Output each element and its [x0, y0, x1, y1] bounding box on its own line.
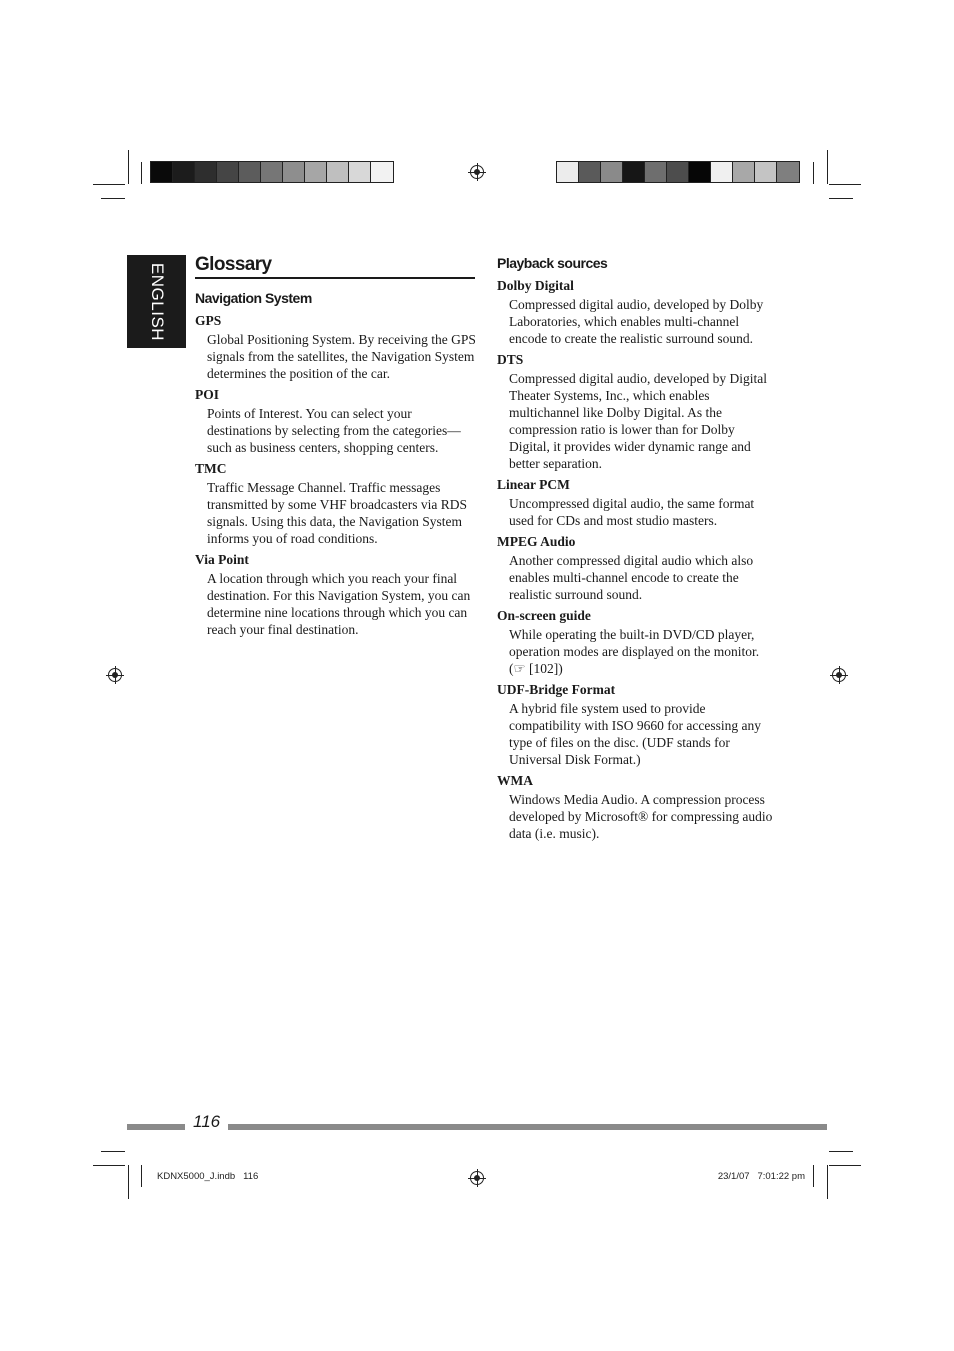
color-swatch	[261, 162, 283, 182]
color-swatch	[777, 162, 799, 182]
glossary-definition: Compressed digital audio, developed by Digital Theater Systems, Inc., which enables multichannel like Dolby Digital. As the compression ratio is lower than for Dolby Digital, it provides wider dynamic range and better separation.	[509, 371, 767, 471]
page-number: 116	[193, 1112, 221, 1131]
color-swatch	[371, 162, 393, 182]
section-heading-playback: Playback sources	[497, 255, 608, 271]
color-swatch	[755, 162, 777, 182]
glossary-definition: Global Positioning System. By receiving the GPS signals from the satellites, the Navigation System determines the position of the car.	[207, 332, 476, 381]
glossary-right-column	[497, 255, 777, 846]
glossary-definition: While operating the built-in DVD/CD player, operation modes are displayed on the monitor. (☞ [102])	[509, 627, 760, 676]
glossary-term: GPS	[195, 313, 222, 328]
color-swatch	[623, 162, 645, 182]
registration-mark-icon	[108, 668, 122, 682]
color-swatch	[327, 162, 349, 182]
glossary-definition: Another compressed digital audio which also enables multi-channel encode to create the realistic surround sound.	[509, 553, 754, 602]
color-swatch	[711, 162, 733, 182]
color-swatch	[239, 162, 261, 182]
color-swatch	[305, 162, 327, 182]
color-swatch	[667, 162, 689, 182]
registration-mark-icon	[832, 668, 846, 682]
color-swatch	[645, 162, 667, 182]
glossary-term: Linear PCM	[497, 477, 570, 492]
footer-bar-left	[127, 1124, 185, 1130]
glossary-definition: A hybrid file system used to provide compatibility with ISO 9660 for accessing any type of files on the disc. (UDF stands for Universal Disk Format.)	[509, 701, 761, 767]
glossary-term: POI	[195, 387, 220, 402]
glossary-entries	[497, 277, 777, 842]
color-swatch	[195, 162, 217, 182]
glossary-definition: Windows Media Audio. A compression process developed by Microsoft® for compressing audio data (i.e. music).	[509, 792, 773, 841]
glossary-term: WMA	[497, 773, 533, 788]
color-swatch-strip-left	[150, 161, 394, 183]
color-swatch	[601, 162, 623, 182]
color-swatch	[217, 162, 239, 182]
glossary-definition: Compressed digital audio, developed by Dolby Laboratories, which enables multi-channel encode to create the realistic surround sound.	[509, 297, 764, 346]
print-slug-file: KDNX5000_J.indb 116	[157, 1171, 259, 1182]
registration-mark-icon	[470, 1171, 484, 1185]
registration-mark-icon	[470, 165, 484, 179]
glossary-definition: Uncompressed digital audio, the same format used for CDs and most studio masters.	[509, 496, 755, 528]
glossary-term: DTS	[497, 352, 524, 367]
glossary-left-column	[195, 290, 477, 642]
language-tab	[127, 255, 186, 348]
color-swatch	[283, 162, 305, 182]
glossary-term: MPEG Audio	[497, 534, 576, 549]
glossary-definition: Traffic Message Channel. Traffic messages transmitted by some VHF broadcasters via RDS signals. Using this data, the Navigation System informs you of road conditions.	[207, 480, 467, 546]
color-swatch	[349, 162, 371, 182]
color-swatch-strip-right	[556, 161, 800, 183]
glossary-term: On-screen guide	[497, 608, 591, 623]
color-swatch	[173, 162, 195, 182]
print-slug-timestamp: 23/1/07 7:01:22 pm	[717, 1171, 805, 1182]
color-swatch	[557, 162, 579, 182]
glossary-term: UDF-Bridge Format	[497, 682, 616, 697]
glossary-entries	[195, 312, 477, 638]
glossary-definition: A location through which you reach your final destination. For this Navigation System, you can determine nine locations through which you can reach your final destination.	[207, 571, 471, 637]
language-tab-label: ENGLISH	[147, 262, 167, 341]
glossary-term: TMC	[195, 461, 227, 476]
footer-bar-right	[228, 1124, 827, 1130]
page-title: Glossary	[195, 254, 475, 279]
glossary-term: Via Point	[195, 552, 249, 567]
color-swatch	[689, 162, 711, 182]
color-swatch	[151, 162, 173, 182]
color-swatch	[579, 162, 601, 182]
color-swatch	[733, 162, 755, 182]
section-heading-navigation: Navigation System	[195, 290, 312, 306]
glossary-definition: Points of Interest. You can select your destinations by selecting from the categories—such as business centers, shopping centers.	[207, 406, 461, 455]
glossary-term: Dolby Digital	[497, 278, 574, 293]
